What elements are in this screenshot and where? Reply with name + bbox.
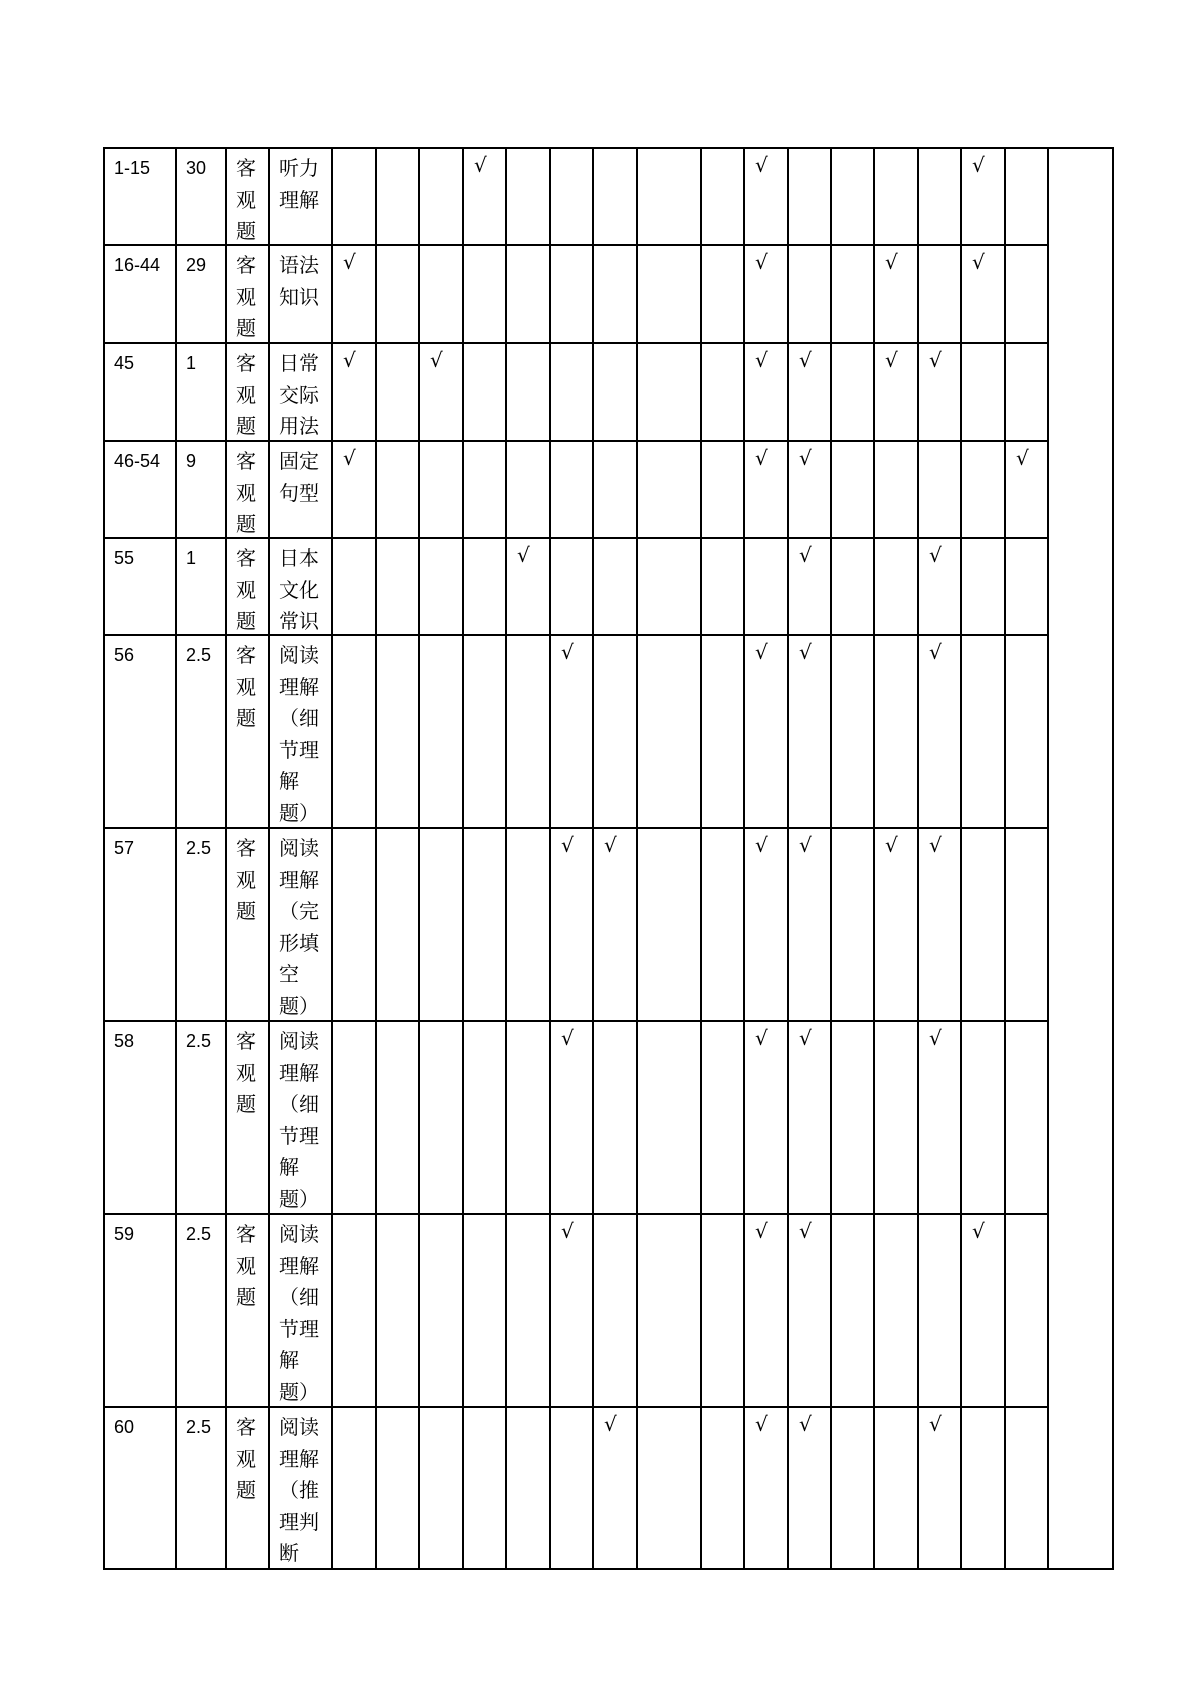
question-type-cell: 客 观 题 (236, 1222, 256, 1309)
check-mark: √ (430, 348, 443, 372)
check-mark: √ (799, 1219, 812, 1243)
check-mark: √ (885, 250, 898, 274)
column-divider (636, 147, 638, 1569)
content-cell: 阅读理解（推理判断 (279, 1415, 319, 1565)
score-cell: 29 (186, 255, 207, 275)
check-mark: √ (755, 446, 768, 470)
check-mark: √ (799, 348, 812, 372)
score-cell: 9 (186, 451, 197, 471)
check-mark: √ (343, 250, 356, 274)
check-mark: √ (1016, 446, 1029, 470)
content-cell: 日常交际用法 (279, 351, 319, 438)
check-mark: √ (755, 640, 768, 664)
score-cell: 2.5 (186, 1224, 212, 1244)
item-number-cell: 16-44 (114, 255, 161, 275)
check-mark: √ (561, 833, 574, 857)
item-number-cell: 45 (114, 353, 135, 373)
check-mark: √ (972, 250, 985, 274)
check-mark: √ (929, 348, 942, 372)
side-box-top (1047, 147, 1114, 149)
question-type-cell: 客 观 题 (236, 643, 256, 730)
question-type-cell: 客 观 题 (236, 253, 256, 340)
content-cell: 阅读理解（细节理解题） (279, 1222, 319, 1404)
content-cell: 固定句型 (279, 449, 319, 505)
score-cell: 30 (186, 158, 207, 178)
check-mark: √ (604, 833, 617, 857)
column-divider (830, 147, 832, 1569)
content-cell: 日本文化常识 (279, 546, 319, 633)
check-mark: √ (755, 1026, 768, 1050)
check-mark: √ (755, 1219, 768, 1243)
check-mark: √ (799, 833, 812, 857)
check-mark: √ (929, 640, 942, 664)
column-divider (700, 147, 702, 1569)
question-type-cell: 客 观 题 (236, 351, 256, 438)
content-cell: 阅读理解（细节理解题） (279, 1029, 319, 1211)
side-box-right (1112, 147, 1114, 1570)
check-mark: √ (604, 1412, 617, 1436)
check-mark: √ (343, 446, 356, 470)
check-mark: √ (799, 543, 812, 567)
item-number-cell: 55 (114, 548, 135, 568)
check-mark: √ (929, 1412, 942, 1436)
score-cell: 2.5 (186, 1031, 212, 1051)
check-mark: √ (755, 348, 768, 372)
question-type-cell: 客 观 题 (236, 449, 256, 536)
check-mark: √ (474, 153, 487, 177)
check-mark: √ (517, 543, 530, 567)
check-mark: √ (755, 833, 768, 857)
check-mark: √ (561, 640, 574, 664)
item-number-cell: 56 (114, 645, 135, 665)
item-number-cell: 60 (114, 1417, 135, 1437)
check-mark: √ (799, 640, 812, 664)
column-divider (960, 147, 962, 1569)
question-type-cell: 客 观 题 (236, 156, 256, 243)
content-cell: 阅读理解（细节理解题） (279, 643, 319, 825)
check-mark: √ (972, 153, 985, 177)
column-divider (375, 147, 377, 1569)
item-number-cell: 46-54 (114, 451, 161, 471)
column-divider (1047, 147, 1049, 1569)
check-mark: √ (885, 833, 898, 857)
score-cell: 2.5 (186, 1417, 212, 1437)
content-cell: 语法知识 (279, 253, 319, 309)
check-mark: √ (799, 446, 812, 470)
column-divider (1004, 147, 1006, 1569)
item-number-cell: 59 (114, 1224, 135, 1244)
check-mark: √ (755, 1412, 768, 1436)
question-type-cell: 客 观 题 (236, 836, 256, 923)
check-mark: √ (561, 1026, 574, 1050)
item-number-cell: 57 (114, 838, 135, 858)
row-divider (103, 1568, 1114, 1570)
content-cell: 阅读理解（完形填空题） (279, 836, 319, 1018)
check-mark: √ (929, 1026, 942, 1050)
score-cell: 2.5 (186, 645, 212, 665)
check-mark: √ (561, 1219, 574, 1243)
question-type-cell: 客 观 题 (236, 1029, 256, 1116)
check-mark: √ (929, 833, 942, 857)
score-cell: 1 (186, 548, 197, 568)
check-mark: √ (755, 153, 768, 177)
column-divider (505, 147, 507, 1569)
question-type-cell: 客 观 题 (236, 1415, 256, 1502)
check-mark: √ (885, 348, 898, 372)
check-mark: √ (972, 1219, 985, 1243)
check-mark: √ (799, 1026, 812, 1050)
score-cell: 1 (186, 353, 197, 373)
score-cell: 2.5 (186, 838, 212, 858)
content-cell: 听力理解 (279, 156, 319, 212)
item-number-cell: 58 (114, 1031, 135, 1051)
check-mark: √ (929, 543, 942, 567)
check-mark: √ (799, 1412, 812, 1436)
check-mark: √ (755, 250, 768, 274)
check-mark: √ (343, 348, 356, 372)
question-type-cell: 客 观 题 (236, 546, 256, 633)
item-number-cell: 1-15 (114, 158, 151, 178)
column-divider (462, 147, 464, 1569)
